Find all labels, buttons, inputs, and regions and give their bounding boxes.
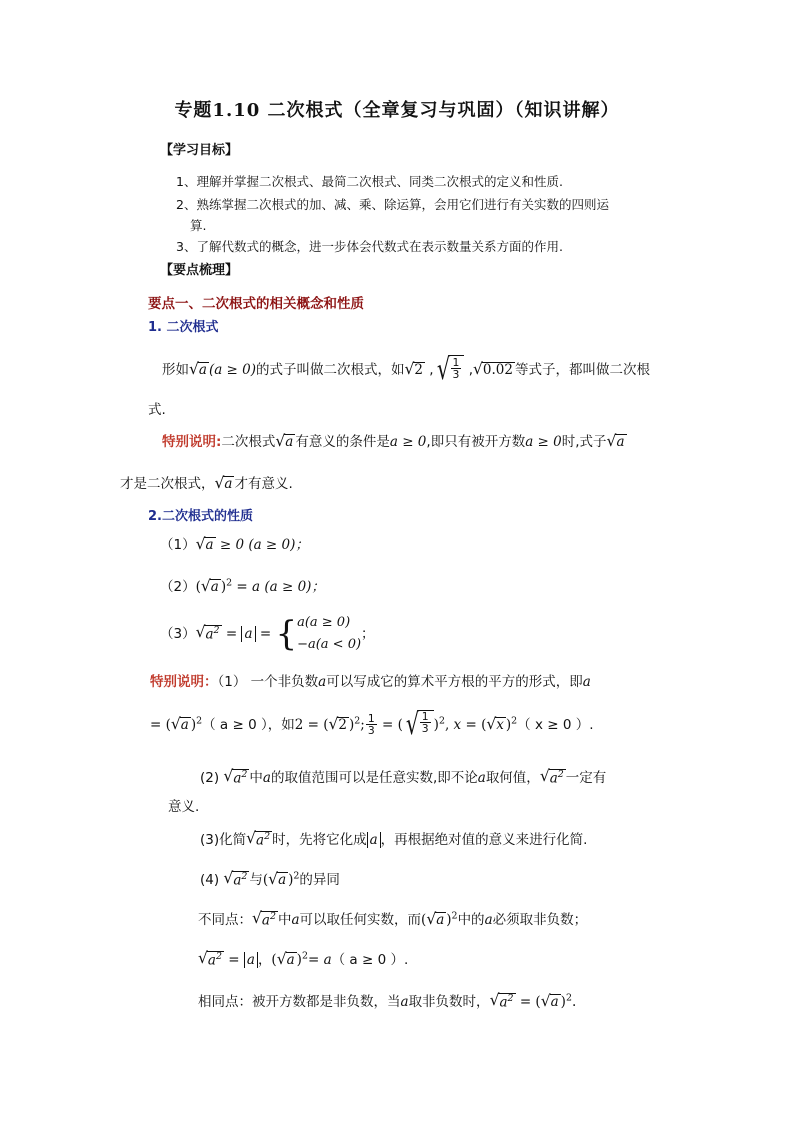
sub-heading-radical: 1. 二次根式 <box>148 320 219 335</box>
difference-line: 不同点： √ $a^2$ 中a可以取任何实数，而( √ a )$^2$中的a必须取非负数； <box>198 908 588 929</box>
note-two-formula: = ( √ a )$^2$（ a ≥ 0 ），如2 = ( √ 2 )$^2$; $\frac{1}{3}$ = ( √ $\frac{1}{3}$ )$^2$, x = ( √ x )$^2$（ x ≥ 0 ）. <box>150 707 594 742</box>
objective-item: 1、理解并掌握二次根式、最简二次根式、同类二次根式的定义和性质. <box>176 174 563 189</box>
objectives-heading: 【学习目标】 <box>160 143 239 158</box>
property-three: （3） √ $a^2$ = a = { a(a ≥ 0) −a(a < 0) ； <box>160 614 375 655</box>
note-two-item-four: (4) √ $a^2$ 与( √ a )$^2$的异同 <box>200 868 340 889</box>
similarity-line: 相同点：被开方数都是非负数，当a取非负数时， √ $a^2$ = ( √ a )$^2$. <box>198 990 577 1011</box>
objective-item: 3、了解代数式的概念，进一步体会代数式在表示数量关系方面的作用. <box>176 239 563 254</box>
note-two-item-two: (2) √ $a^2$ 中a的取值范围可以是任意实数,即不论a取何值， √ $a^2$ 一定有 <box>200 766 607 787</box>
note-label: 特别说明 <box>162 434 216 450</box>
definition-tail: 式. <box>148 402 166 418</box>
property-two: （2）( √ a )$^2$ = a (a ≥ 0)； <box>160 576 325 595</box>
note-one-line: 特别说明:二次根式 √ a 有意义的条件是a ≥ 0,即只有被开方数a ≥ 0时,式子 √ a <box>162 431 625 450</box>
page-title: 专题1.10 二次根式（全章复习与巩固）（知识讲解） <box>174 100 620 121</box>
note-two-item-two-tail: 意义. <box>168 799 200 815</box>
note-two-item-three: (3)化简 √ $a^2$ 时，先将它化成 a ，再根据绝对值的意义来进行化简. <box>200 828 588 849</box>
point-one-heading: 要点一、二次根式的相关概念和性质 <box>148 296 364 312</box>
sub-heading-properties: 2.二次根式的性质 <box>148 509 253 524</box>
summary-heading: 【要点梳理】 <box>160 263 239 278</box>
note-two-line: 特别说明：（1） 一个非负数a可以写成它的算术平方根的平方的形式，即a <box>150 674 591 690</box>
objective-item: 2、熟练掌握二次根式的加、减、乘、除运算，会用它们进行有关实数的四则运 <box>176 197 609 212</box>
difference-formula: √ $a^2$ = a ，( √ a )$^2$= a（ a ≥ 0 ）. <box>198 948 409 969</box>
note-one-tail: 才是二次根式， √ a 才有意义. <box>120 473 293 492</box>
property-one: （1） √ a ≥ 0 (a ≥ 0)； <box>160 534 309 553</box>
objective-item: 算. <box>190 218 207 233</box>
definition-line: 形如 √ a (a ≥ 0)的式子叫做二次根式，如 √ 2 , √ $\frac{1}{3}$ , √ 0.02 等式子，都叫做二次根 <box>162 352 650 387</box>
